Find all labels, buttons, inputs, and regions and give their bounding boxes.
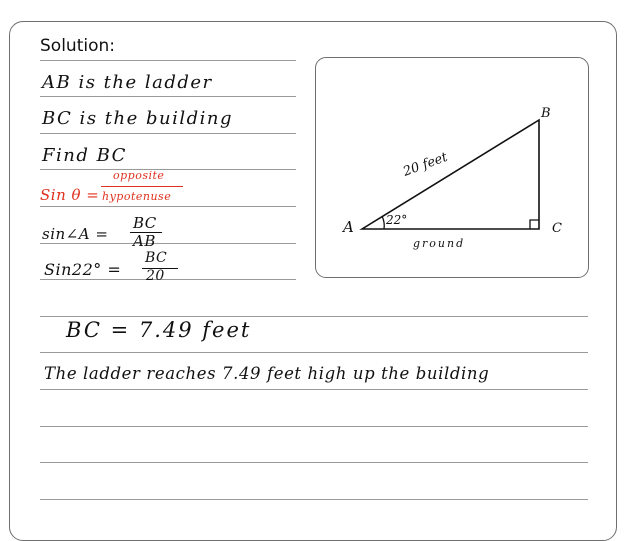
hypotenuse-length-label: 20 feet <box>401 149 450 180</box>
ruled-line <box>40 279 296 280</box>
line-ab-ladder: AB is the ladder <box>42 72 213 93</box>
line-bc-building: BC is the building <box>42 108 233 129</box>
result-bc-value: BC = 7.49 feet <box>66 318 252 342</box>
ruled-line <box>40 206 296 207</box>
ruled-line <box>40 426 588 427</box>
sine-definition-numerator: opposite <box>113 169 165 182</box>
sine-22-denominator: 20 <box>146 268 165 284</box>
sine-definition-lhs: Sin θ = <box>40 186 100 204</box>
vertex-c-label: C <box>552 221 562 236</box>
vertex-a-label: A <box>343 218 354 236</box>
sine-definition-denominator: hypotenuse <box>102 190 172 203</box>
sine-22-numerator: BC <box>145 250 168 266</box>
ruled-line <box>40 60 296 61</box>
fraction-bar <box>101 186 183 187</box>
ruled-line <box>40 499 588 500</box>
ruled-line <box>40 462 588 463</box>
ruled-line <box>40 133 296 134</box>
angle-measure-label: 22° <box>386 213 408 227</box>
ruled-line <box>40 96 296 97</box>
ruled-line <box>40 352 588 353</box>
sine-a-denominator: AB <box>133 232 156 250</box>
vertex-b-label: B <box>541 106 551 121</box>
ruled-line <box>40 389 588 390</box>
triangle-diagram-panel <box>315 57 589 278</box>
ruled-line <box>40 169 296 170</box>
sine-22-lhs: Sin22° = <box>44 260 122 279</box>
line-find-bc: Find BC <box>42 145 127 166</box>
ruled-line <box>40 243 296 244</box>
solution-title: Solution: <box>40 36 115 56</box>
sine-a-numerator: BC <box>133 214 157 232</box>
ruled-line <box>40 316 588 317</box>
conclusion-sentence: The ladder reaches 7.49 feet high up the building <box>44 364 490 383</box>
sine-a-lhs: sin∠A = <box>42 225 109 243</box>
base-ground-label: ground <box>413 237 466 250</box>
